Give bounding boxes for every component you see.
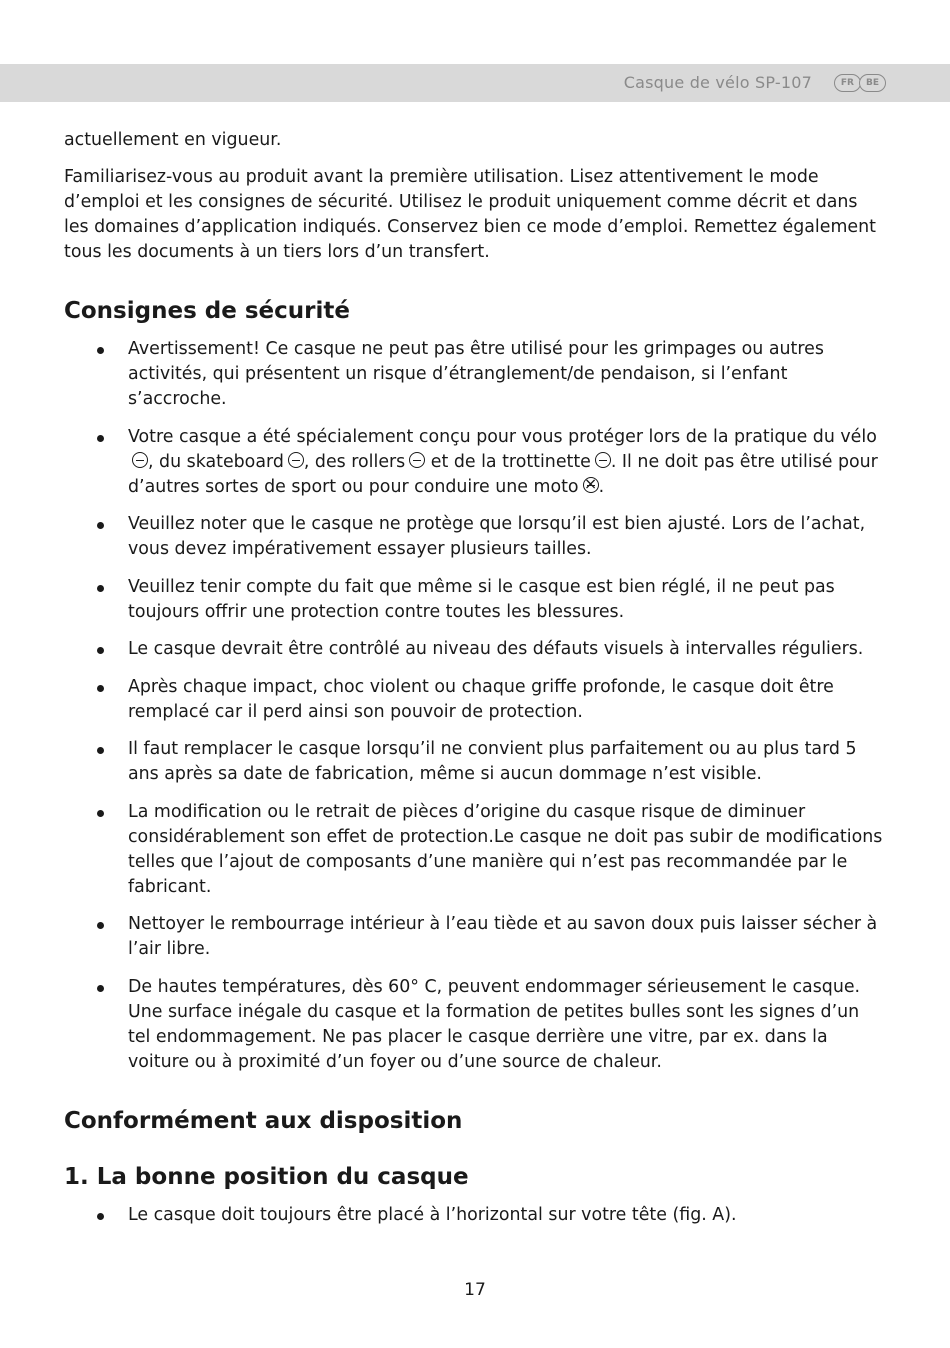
bullet — [97, 435, 104, 442]
position-heading: 1. La bonne position du casque — [64, 1163, 469, 1190]
safety-heading: Consignes de sécurité — [64, 298, 350, 324]
skateboard-icon — [288, 452, 304, 468]
bullet — [97, 985, 104, 992]
page-number: 17 — [464, 1280, 486, 1300]
badge-fr: FR — [834, 74, 861, 92]
list-item-text: , du skateboard — [148, 451, 284, 472]
list-item-text: Veuillez tenir compte du fait que même si le casque est bien réglé, il ne peut pas toujours offrir une protection contre toutes les blessures. — [128, 576, 835, 622]
list-item-text: Le casque devrait être contrôlé au niveau des défauts visuels à intervalles réguliers. — [128, 639, 864, 659]
bullet — [97, 922, 104, 929]
badge-be: BE — [859, 74, 886, 92]
list-item-text: Votre casque a été spécialement conçu pour vous protéger lors de la pratique du vélo — [128, 426, 877, 447]
list-item-text: La modification ou le retrait de pièces d’origine du casque risque de diminuer considérablement son effet de protection.Le casque ne doit pas subir de modifications telles que l’ajout de composants d’une manière qui n’est pas recommandée par le fabricant. — [128, 801, 883, 897]
list-item-text: Veuillez noter que le casque ne protège que lorsqu’il est bien ajusté. Lors de l’achat, vous devez impérativement essayer plusieurs tailles. — [128, 514, 866, 559]
list-item-text: Avertissement! Ce casque ne peut pas être utilisé pour les grimpages ou autres activités, qui présentent un risque d’étranglement/de pendaison, si l’enfant s’accroche. — [128, 339, 824, 409]
bullet — [97, 747, 104, 754]
list-item-text: . Il ne doit pas être utilisé pour d’autres sortes de sport ou pour conduire une moto — [128, 451, 878, 497]
list-item-text: et de la trottinette — [425, 451, 591, 472]
list-item — [64, 337, 886, 412]
list-item-text: Le casque doit toujours être placé à l’horizontal sur votre tête (fig. A). — [128, 1204, 737, 1225]
list-item-text: Nettoyer le rembourrage intérieur à l’eau tiède et au savon doux puis laisser sécher à l’air libre. — [128, 914, 878, 959]
conformity-heading: Conformément aux disposition — [64, 1107, 463, 1134]
list-item-text: Il faut remplacer le casque lorsqu’il ne convient plus parfaitement ou au plus tard 5 ans après sa date de fabrication, même si aucun dommage n’est visible. — [128, 739, 857, 784]
bullet — [97, 647, 104, 654]
page-content — [64, 128, 886, 1240]
list-item-text: De hautes températures, dès 60° C, peuvent endommager sérieusement le casque. Une surface inégale du casque et la formation de petites bulles sont les signes d’un tel endommagement. Ne pas placer le casque derrière une vitre, par ex. dans la voiture ou à proximité d’un foyer ou d’une source de chaleur. — [128, 976, 861, 1072]
bullet — [97, 1213, 104, 1220]
header-bar — [0, 64, 950, 102]
rollers-icon — [409, 452, 425, 468]
header-title: Casque de vélo SP-107 — [623, 73, 812, 92]
list-item — [64, 425, 886, 500]
list-item — [64, 800, 886, 900]
bullet — [97, 585, 104, 592]
list-item — [64, 1203, 886, 1228]
bullet — [97, 347, 104, 354]
bullet — [97, 522, 104, 529]
bullet — [97, 685, 104, 692]
intro-paragraph-1: actuellement en vigueur. — [64, 130, 282, 150]
safety-list — [64, 337, 886, 1075]
bicycle-icon — [132, 452, 148, 468]
bullet — [97, 810, 104, 817]
no-motorbike-icon — [583, 477, 599, 493]
list-item — [64, 975, 886, 1075]
list-item — [64, 675, 886, 725]
list-item — [64, 737, 886, 787]
list-item-text: , des rollers — [303, 451, 406, 472]
list-item — [64, 637, 886, 662]
list-item — [64, 912, 886, 962]
list-item-text: . — [598, 476, 605, 497]
intro-paragraph-2: Familiarisez-vous au produit avant la première utilisation. Lisez attentivement le mode d’emploi et les consignes de sécurité. Utilisez le produit uniquement comme décrit et dans les domaines d’application indiqués. Conservez bien ce mode d’emploi. Remettez également tous les documents à un tiers lors d’un transfert. — [64, 167, 876, 262]
scooter-icon — [595, 452, 611, 468]
list-item — [64, 575, 886, 625]
language-badges — [836, 74, 886, 92]
list-item — [64, 512, 886, 562]
position-list — [64, 1203, 886, 1228]
list-item-text: Après chaque impact, choc violent ou chaque griffe profonde, le casque doit être remplacé car il perd ainsi son pouvoir de protection. — [128, 676, 834, 722]
